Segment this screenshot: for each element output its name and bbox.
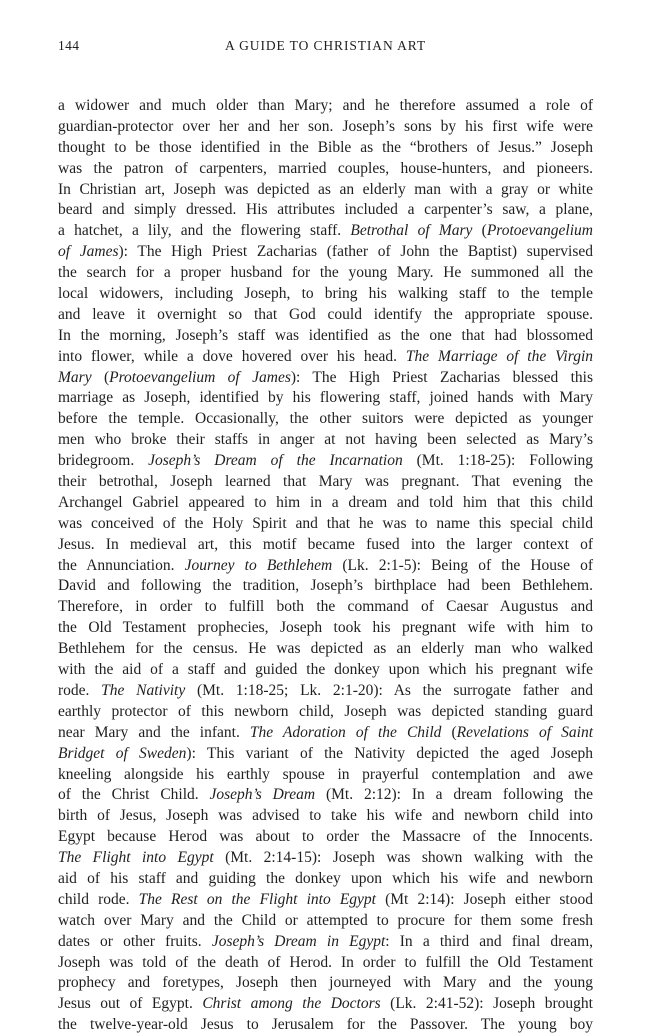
text-segment: (Mt. 2:14-15): Joseph was shown walking with the	[213, 849, 593, 867]
text-line	[58, 848, 593, 869]
text-segment: marriage as Joseph, identified by his flowering staff, joined hands with Mary	[58, 389, 593, 407]
text-segment: ): The High Priest Zacharias blessed this	[290, 368, 593, 386]
text-line	[58, 180, 593, 201]
text-line	[58, 890, 593, 911]
text-line	[58, 159, 593, 180]
text-line	[58, 785, 593, 806]
text-line	[58, 117, 593, 138]
text-segment: beard and simply dressed. His attributes included a carpenter’s saw, a plane,	[58, 201, 593, 219]
italic-title: Journey to Bethlehem	[184, 556, 333, 574]
text-line	[58, 576, 593, 597]
text-segment: watch over Mary and the Child or attempted to procure for them some fresh	[58, 911, 593, 929]
text-line	[58, 451, 593, 472]
text-line	[58, 932, 593, 953]
italic-title: The Nativity	[101, 681, 186, 699]
text-segment: In Christian art, Joseph was depicted as an elderly man with a gray or white	[58, 180, 593, 198]
text-line	[58, 200, 593, 221]
text-line	[58, 368, 593, 389]
text-segment: (Lk. 2:1-5): Being of the House of	[332, 556, 593, 574]
text-line	[58, 221, 593, 242]
text-line	[58, 284, 593, 305]
body-text	[58, 96, 593, 1036]
text-segment: (Mt. 2:12): In a dream following the	[315, 786, 593, 804]
text-line	[58, 806, 593, 827]
text-segment: with the aid of a staff and guided the donkey upon which his pregnant wife	[58, 661, 593, 679]
text-line	[58, 681, 593, 702]
italic-title: Betrothal of Mary	[350, 222, 473, 240]
text-segment: the search for a proper husband for the young Mary. He summoned all the	[58, 264, 593, 282]
italic-title: Joseph’s Dream of the Incarnation	[148, 452, 403, 470]
text-segment: prophecy and foretypes, Joseph then journeyed with Mary and the young	[58, 974, 593, 992]
text-segment: the twelve-year-old Jesus to Jerusalem for the Passover. The young boy	[58, 1016, 593, 1034]
text-line	[58, 618, 593, 639]
text-segment: (	[91, 368, 110, 386]
text-line	[58, 597, 593, 618]
text-segment: the Annunciation.	[58, 556, 185, 574]
text-segment: (Mt. 1:18-25): Following	[402, 452, 594, 470]
italic-title: Protoevangelium	[486, 222, 593, 240]
text-segment: David and following the tradition, Joseph’s birthplace had been Bethlehem.	[58, 577, 593, 595]
text-segment: their betrothal, Joseph learned that Mary was pregnant. That evening the	[58, 473, 593, 491]
italic-title: Bridget of Sweden	[58, 744, 187, 762]
text-line	[58, 138, 593, 159]
text-segment: (Mt 2:14): Joseph either stood	[375, 890, 593, 908]
text-segment: (Mt. 1:18-25; Lk. 2:1-20): As the surrogate father and	[185, 681, 593, 699]
text-segment: of the Christ Child.	[58, 786, 210, 804]
running-title: A GUIDE TO CHRISTIAN ART	[224, 38, 427, 53]
text-segment: Joseph was told of the death of Herod. In order to fulfill the Old Testament	[58, 953, 593, 971]
text-segment: dates or other fruits.	[58, 932, 212, 950]
text-segment: and leave it overnight so that God could identify the appropriate spouse.	[58, 305, 593, 323]
text-line	[58, 493, 593, 514]
text-segment: ): This variant of the Nativity depicted the aged Joseph	[186, 744, 593, 762]
text-line	[58, 347, 593, 368]
text-line	[58, 994, 593, 1015]
text-line	[58, 744, 593, 765]
text-segment: was conceived of the Holy Spirit and that he was to name this special child	[58, 514, 593, 532]
text-segment: a hatchet, a lily, and the flowering staff.	[58, 222, 351, 240]
text-segment: rode.	[58, 681, 102, 699]
text-line	[58, 514, 593, 535]
text-line	[58, 723, 593, 744]
text-line	[58, 96, 593, 117]
italic-title: Protoevangelium of James	[109, 368, 291, 386]
text-line	[58, 827, 593, 848]
text-line	[58, 388, 593, 409]
italic-title: The Rest on the Flight into Egypt	[138, 890, 376, 908]
italic-title: The Flight into Egypt	[58, 849, 214, 867]
text-line	[58, 1015, 593, 1036]
text-line	[58, 409, 593, 430]
italic-title: The Marriage of the Virgin	[405, 347, 594, 365]
text-segment: into flower, while a dove hovered over his head.	[58, 347, 406, 365]
italic-title: Joseph’s Dream in Egypt	[211, 932, 386, 950]
italic-title: Mary	[58, 368, 92, 386]
text-line	[58, 953, 593, 974]
text-line	[58, 242, 593, 263]
text-line	[58, 660, 593, 681]
italic-title: Christ among the Doctors	[202, 995, 381, 1013]
text-line	[58, 305, 593, 326]
text-segment: local widowers, including Joseph, to bring his walking staff to the temple	[58, 285, 593, 303]
text-segment: In the morning, Joseph’s staff was identified as the one that had blossomed	[58, 326, 593, 344]
text-segment: Therefore, in order to fulfill both the command of Caesar Augustus and	[58, 598, 593, 616]
text-segment: was the patron of carpenters, married couples, house-hunters, and pioneers.	[58, 159, 593, 177]
text-line	[58, 911, 593, 932]
text-segment: Bethlehem for the census. He was depicted as an elderly man who walked	[58, 640, 593, 658]
text-segment: thought to be those identified in the Bible as the “brothers of Jesus.” Joseph	[58, 138, 593, 156]
text-segment: a widower and much older than Mary; and he therefore assumed a role of	[58, 97, 593, 114]
text-segment: child rode.	[58, 890, 139, 908]
text-line	[58, 869, 593, 890]
text-segment: aid of his staff and guiding the donkey upon which his wife and newborn	[58, 869, 593, 887]
text-segment: ): The High Priest Zacharias (father of John the Baptist) supervised	[118, 243, 593, 261]
running-head	[58, 38, 593, 58]
text-line	[58, 263, 593, 284]
text-line	[58, 472, 593, 493]
text-segment: (Lk. 2:41-52): Joseph brought	[380, 995, 593, 1013]
text-line	[58, 639, 593, 660]
text-segment: : In a third and final dream,	[385, 932, 594, 950]
text-segment: earthly protector of this newborn child, Joseph was depicted standing guard	[58, 702, 593, 720]
italic-title: The Adoration of the Child	[249, 723, 442, 741]
text-segment: bridegroom.	[58, 452, 149, 470]
text-line	[58, 973, 593, 994]
text-segment: (	[472, 222, 487, 240]
text-segment: Jesus. In medieval art, this motif became fused into the larger context of	[58, 535, 593, 553]
text-segment: kneeling alongside his earthly spouse in prayerful contemplation and awe	[58, 765, 593, 783]
italic-title: Revelations of Saint	[456, 723, 594, 741]
text-segment: Egypt because Herod was about to order the Massacre of the Innocents.	[58, 828, 593, 846]
text-segment: Jesus out of Egypt.	[58, 995, 203, 1013]
text-segment: guardian-protector over her and her son. Joseph’s sons by his first wife were	[58, 117, 593, 135]
text-line	[58, 702, 593, 723]
text-line	[58, 430, 593, 451]
text-line	[58, 765, 593, 786]
text-segment: near Mary and the infant.	[58, 723, 250, 741]
text-segment: men who broke their staffs in anger at not having been selected as Mary’s	[58, 431, 593, 449]
italic-title: Joseph’s Dream	[209, 786, 316, 804]
text-line	[58, 535, 593, 556]
page-number: 144	[58, 38, 80, 53]
text-line	[58, 326, 593, 347]
italic-title: of James	[58, 243, 119, 261]
text-segment: birth of Jesus, Joseph was advised to take his wife and newborn child into	[58, 807, 593, 825]
text-segment: the Old Testament prophecies, Joseph took his pregnant wife with him to	[58, 619, 593, 637]
text-segment: Archangel Gabriel appeared to him in a dream and told him that this child	[58, 493, 593, 511]
text-segment: before the temple. Occasionally, the other suitors were depicted as younger	[58, 410, 593, 428]
text-line	[58, 556, 593, 577]
text-segment: (	[441, 723, 457, 741]
